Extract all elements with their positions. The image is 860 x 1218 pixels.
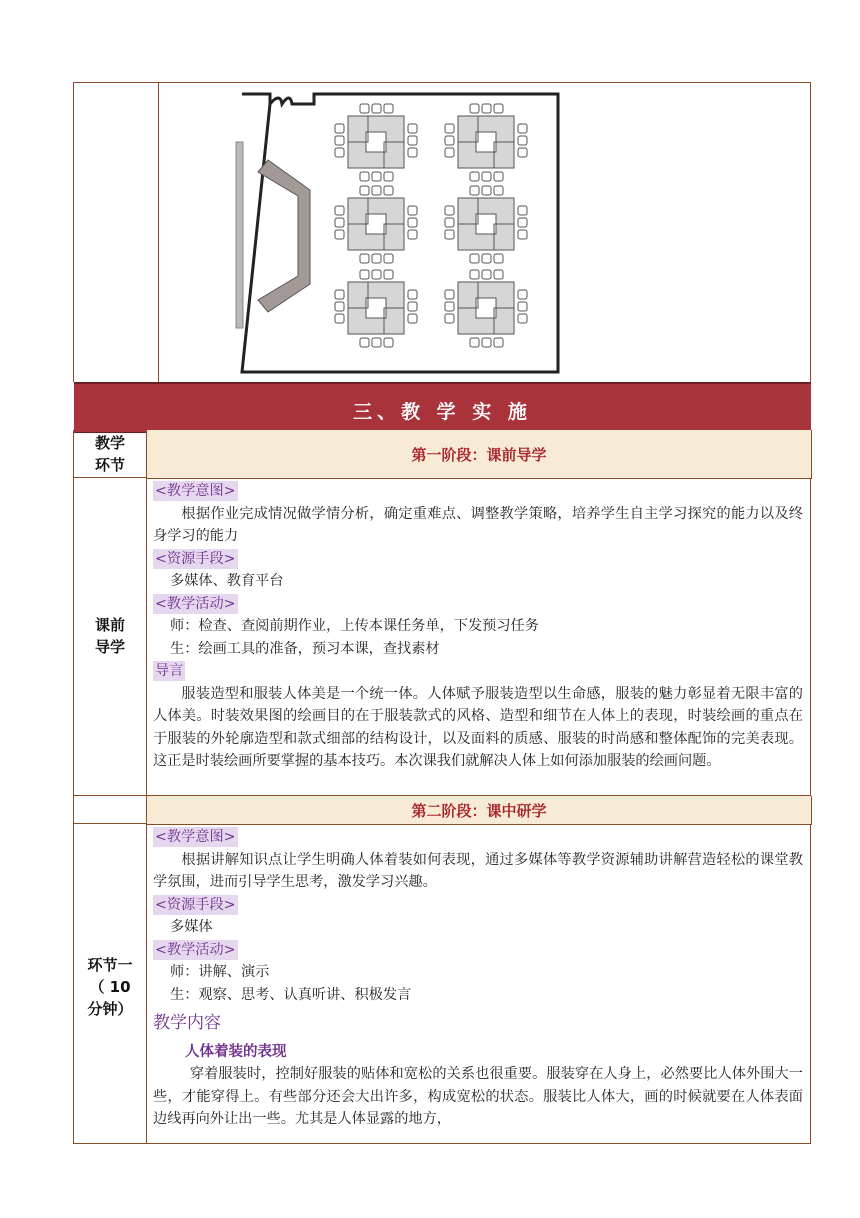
link1-intent-text: 根据讲解知识点让学生明确人体着装如何表现，通过多媒体等教学资源辅助讲解营造轻松的课堂教学氛围，进而引导学生思考，激发学习兴趣。 xyxy=(153,851,803,890)
phase-label-line1: 教学 xyxy=(94,434,125,452)
pre-class-content xyxy=(153,480,803,773)
desk-group xyxy=(335,186,417,263)
link1-label-line3: 分钟） xyxy=(87,1000,133,1018)
desk-group xyxy=(445,270,527,347)
phase1-row xyxy=(147,430,812,479)
desk-group xyxy=(335,104,417,181)
pre-class-label-line2: 导学 xyxy=(94,638,125,656)
link1-label xyxy=(74,954,146,1020)
pre-class-label-line1: 课前 xyxy=(94,616,125,634)
link1-label-line1: 环节一 xyxy=(87,956,133,974)
link1-teacher-activity: 师：讲解、演示 xyxy=(170,964,270,980)
link1-content xyxy=(153,826,803,1131)
sub-heading: 人体着装的表现 xyxy=(185,1043,287,1060)
phase2-label-cell xyxy=(73,796,147,824)
desk-group xyxy=(445,104,527,181)
activity-tag: <教学活动> xyxy=(155,595,236,612)
phase1-title: 第一阶段：课前导学 xyxy=(411,446,547,464)
intent-tag: <教学意图> xyxy=(155,483,236,499)
teacher-activity: 师：检查、查阅前期作业，上传本课任务单，下发预习任务 xyxy=(170,618,539,634)
link1-activity-tag: <教学活动> xyxy=(155,941,236,958)
desk-group xyxy=(445,186,527,263)
link1-student-activity: 生：观察、思考、认真听讲、积极发言 xyxy=(170,986,412,1003)
phase-label xyxy=(74,432,146,476)
intro-text: 服装造型和服装人体美是一个统一体。人体赋予服装造型以生命感，服装的魅力彰显着无限丰富的人体美。时装效果图的绘画目的在于服装款式的风格、造型和细节在人体上的表现，时装绘画的重点在于服装的外轮廓造型和款式细部的结构设计，以及面料的质感、服装的时尚感和整体配饰的完美表现。这正是时装绘画所要掌握的基本技巧。本次课我们就解决人体上如何添加服装的绘画问题。 xyxy=(153,685,803,769)
section-banner xyxy=(74,382,811,433)
link1-resource-tag: <资源手段> xyxy=(155,896,236,913)
classroom-floor-plan xyxy=(230,86,570,378)
intro-tag: 导言 xyxy=(155,663,184,679)
link1-label-line2: （ 10 xyxy=(89,978,131,996)
phase2-row xyxy=(147,796,812,825)
pre-class-label xyxy=(74,614,146,658)
section-title: 三、教 学 实 施 xyxy=(353,401,532,423)
desk-group xyxy=(335,270,417,347)
floorplan-label-cell xyxy=(73,82,159,382)
link1-intent-tag: <教学意图> xyxy=(155,829,236,845)
body-text: 穿着服装时，控制好服装的贴体和宽松的关系也很重要。服装穿在人身上，必然要比人体外围大一些，才能穿得上。有些部分还会大出许多，构成宽松的状态。服装比人体大，画的时候就要在人体表面边线再向外让出一些。尤其是人体显露的地方， xyxy=(153,1066,803,1127)
intent-text: 根据作业完成情况做学情分析，确定重难点、调整教学策略，培养学生自主学习探究的能力以及终身学习的能力 xyxy=(153,505,803,544)
phase2-title: 第二阶段：课中研学 xyxy=(411,802,547,820)
resource-tag: <资源手段> xyxy=(155,550,236,567)
resource-text: 多媒体、教育平台 xyxy=(170,573,284,589)
student-activity: 生：绘画工具的准备，预习本课，查找素材 xyxy=(170,640,440,657)
content-heading: 教学内容 xyxy=(153,1013,221,1033)
link1-resource-text: 多媒体 xyxy=(170,919,213,935)
phase-label-line2: 环节 xyxy=(94,456,125,474)
